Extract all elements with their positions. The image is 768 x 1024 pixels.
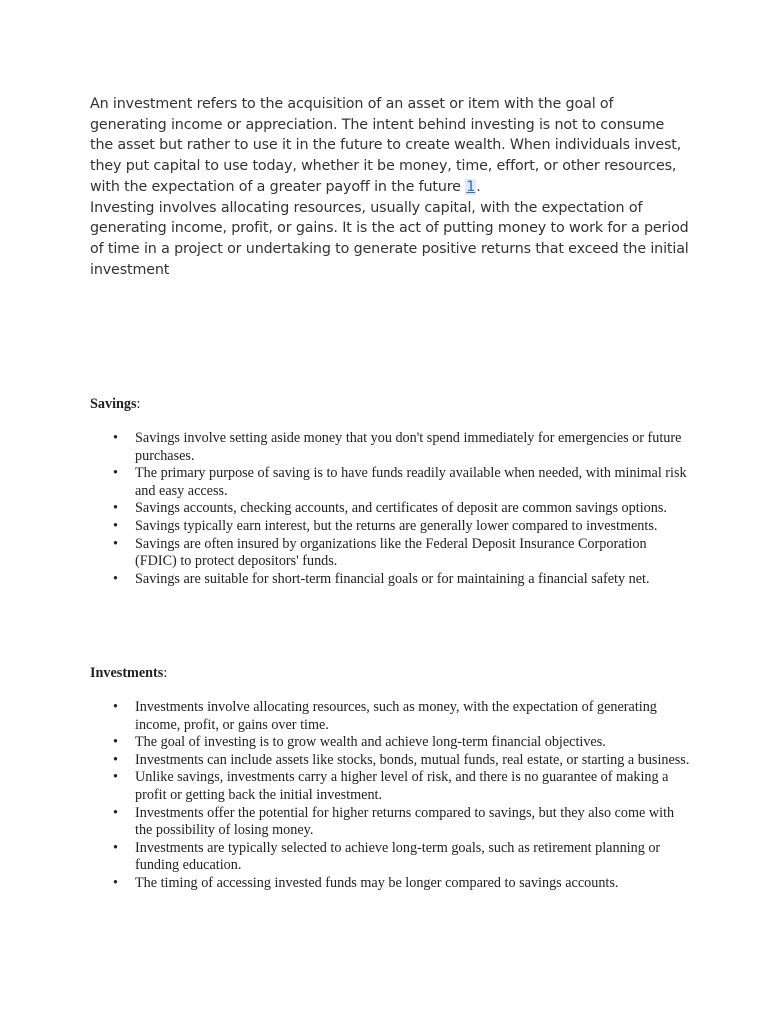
citation-link[interactable]: 1 <box>466 178 476 195</box>
list-item-text: Savings involve setting aside money that you don't spend immediately for emergencies or future purchases. <box>135 430 682 464</box>
list-item <box>90 734 690 752</box>
bullet-icon: • <box>113 804 118 821</box>
list-item <box>90 571 690 589</box>
bullet-icon: • <box>113 839 118 856</box>
list-item-text: Investments offer the potential for higher returns compared to savings, but they also come with the possibility of losing money. <box>135 804 675 839</box>
intro-paragraph-1-end: . <box>476 178 481 195</box>
investments-heading <box>90 664 690 682</box>
list-item <box>90 518 690 536</box>
list-item-text: Savings typically earn interest, but the returns are generally lower compared to investments. <box>135 517 658 534</box>
intro-paragraph-1 <box>90 94 690 198</box>
bullet-icon: • <box>113 430 118 446</box>
list-item-text: Savings accounts, checking accounts, and certificates of deposit are common savings options. <box>135 500 667 517</box>
bullet-icon: • <box>113 465 118 482</box>
intro-block <box>90 94 690 280</box>
investments-heading-colon: : <box>163 665 168 681</box>
list-item-text: Unlike savings, investments carry a higher level of risk, and there is no guarantee of making a profit or getting back the initial investment. <box>135 769 669 803</box>
list-item-text: Savings are suitable for short-term financial goals or for maintaining a financial safety net. <box>135 570 650 587</box>
intro-paragraph-1-text: An investment refers to the acquisition of an asset or item with the goal of generating income or appreciation. The intent behind investing is not to consume the asset but rather to use it in the future to create wealth. When individuals invest, they put capital to use today, whether it be money, time, effort, or other resources, with the expectation of a greater payoff in the future <box>90 96 682 195</box>
savings-heading-label: Savings <box>90 396 137 412</box>
list-item <box>90 752 690 770</box>
list-item <box>90 465 690 500</box>
list-item-text: The primary purpose of saving is to have funds readily available when needed, with minimal risk and easy access. <box>135 465 687 499</box>
list-item <box>90 840 690 875</box>
savings-heading-colon: : <box>136 396 141 412</box>
bullet-icon: • <box>113 500 118 517</box>
savings-list <box>90 430 690 588</box>
bullet-icon: • <box>113 874 118 891</box>
bullet-icon: • <box>113 734 118 751</box>
bullet-icon: • <box>113 751 118 768</box>
investments-heading-label: Investments <box>90 665 164 681</box>
list-item <box>90 536 690 571</box>
investments-section <box>90 664 690 893</box>
bullet-icon: • <box>113 570 118 587</box>
bullet-icon: • <box>113 699 118 715</box>
intro-paragraph-2: Investing involves allocating resources, usually capital, with the expectation of generating income, profit, or gains. It is the act of putting money to work for a period of time in a project or undertaking to generate positive returns that exceed the initial investment <box>90 199 689 278</box>
list-item <box>90 875 690 893</box>
bullet-icon: • <box>113 517 118 534</box>
list-item-text: Savings are often insured by organizations like the Federal Deposit Insurance Corporation (FDIC) to protect depositors' funds. <box>135 535 647 570</box>
list-item-text: Investments involve allocating resources, such as money, with the expectation of generating income, profit, or gains over time. <box>135 699 657 733</box>
list-item <box>90 769 690 804</box>
list-item-text: Investments are typically selected to achieve long-term goals, such as retirement planning or funding education. <box>135 839 661 874</box>
list-item-text: The goal of investing is to grow wealth and achieve long-term financial objectives. <box>135 734 606 751</box>
list-item <box>90 500 690 518</box>
savings-heading <box>90 395 690 413</box>
list-item <box>90 699 690 734</box>
bullet-icon: • <box>113 535 118 552</box>
savings-section <box>90 395 690 588</box>
list-item-text: Investments can include assets like stocks, bonds, mutual funds, real estate, or starting a business. <box>135 751 690 768</box>
investments-list <box>90 699 690 893</box>
list-item-text: The timing of accessing invested funds may be longer compared to savings accounts. <box>135 874 619 891</box>
bullet-icon: • <box>113 769 118 786</box>
list-item <box>90 430 690 465</box>
list-item <box>90 805 690 840</box>
